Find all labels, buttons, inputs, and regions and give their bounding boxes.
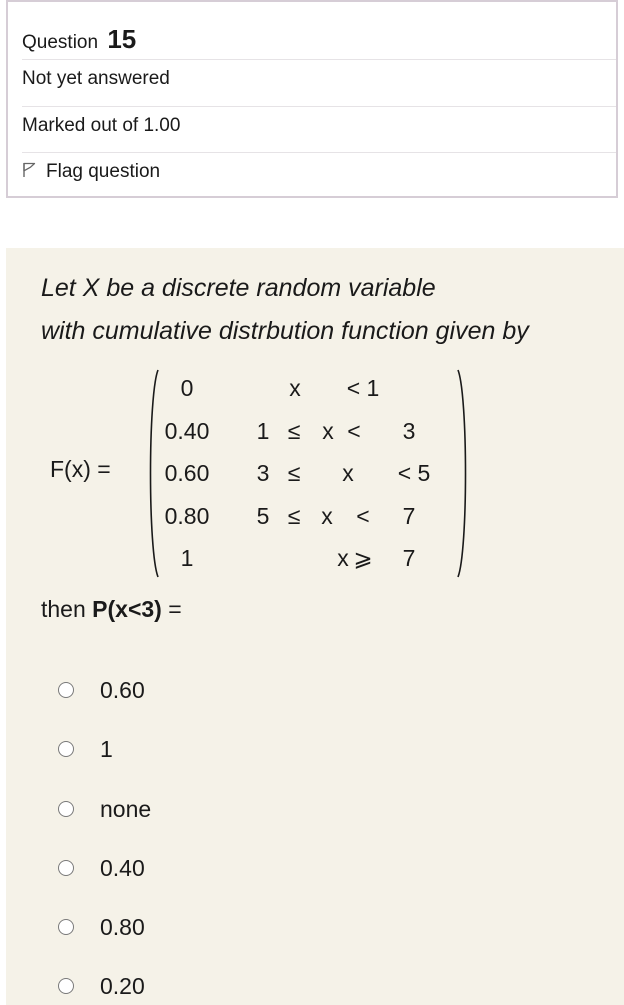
answer-option-label: 0.80: [100, 913, 145, 940]
cdf-operator: ⩾: [353, 545, 373, 571]
cdf-upper-bound: < 5: [397, 460, 431, 486]
radio-button[interactable]: [58, 682, 74, 698]
answer-option-label: none: [100, 795, 152, 822]
radio-button[interactable]: [58, 801, 74, 817]
cdf-value: 0.40: [164, 418, 210, 444]
cdf-value: 0.60: [164, 460, 210, 486]
cdf-variable: x: [289, 375, 301, 401]
answer-option-label: 0.40: [100, 854, 145, 881]
question-info-box: [6, 0, 618, 198]
cdf-variable: x: [322, 418, 334, 444]
cdf-value: 1: [180, 545, 194, 571]
cdf-upper-bound: 7: [402, 545, 416, 571]
cdf-lower-bound: 1: [256, 418, 270, 444]
divider: [22, 59, 616, 60]
radio-button[interactable]: [58, 978, 74, 994]
cdf-operator: <: [356, 503, 370, 529]
cdf-variable: x: [342, 460, 354, 486]
prompt-expression: P(x<3): [92, 596, 162, 622]
answer-option[interactable]: [54, 794, 151, 824]
cdf-value: 0.80: [164, 503, 210, 529]
prompt-prefix: then: [41, 596, 93, 622]
divider: [22, 152, 616, 153]
cdf-lower-bound: 3: [256, 460, 270, 486]
question-label: Question: [22, 32, 99, 53]
radio-button[interactable]: [58, 919, 74, 935]
cdf-operator: ≤: [287, 460, 301, 486]
answer-option[interactable]: [54, 912, 145, 942]
cdf-variable: x: [321, 503, 333, 529]
cdf-upper-bound: 7: [402, 503, 416, 529]
question-prompt: [41, 596, 182, 623]
flag-icon: [22, 162, 36, 178]
question-header: [22, 24, 136, 55]
answer-option-label: 0.60: [100, 676, 145, 703]
question-content: [6, 248, 624, 1005]
divider: [22, 106, 616, 107]
answer-option-label: 0.20: [100, 972, 145, 999]
cdf-value: 0: [180, 375, 194, 401]
cdf-lower-bound: 5: [256, 503, 270, 529]
radio-button[interactable]: [58, 860, 74, 876]
answer-option[interactable]: [54, 734, 113, 764]
cdf-upper-bound: 3: [402, 418, 416, 444]
cdf-operator: <: [347, 418, 361, 444]
flag-question-link[interactable]: [22, 161, 160, 183]
answer-option-label: 1: [100, 735, 113, 762]
answer-option[interactable]: [54, 853, 145, 883]
cdf-variable: x: [337, 545, 349, 571]
question-status: Not yet answered: [22, 68, 170, 89]
cdf-operator: ≤: [287, 418, 301, 444]
flag-question-label: Flag question: [46, 161, 161, 182]
fx-label: F(x) =: [50, 456, 111, 482]
cdf-operator: ≤: [287, 503, 301, 529]
radio-button[interactable]: [58, 741, 74, 757]
answer-option[interactable]: [54, 675, 145, 705]
question-number: 15: [107, 24, 137, 54]
answer-option[interactable]: [54, 971, 145, 1001]
question-marks: Marked out of 1.00: [22, 115, 181, 136]
problem-text-line-2: with cumulative distrbution function given by: [41, 317, 529, 345]
cdf-condition: < 1: [346, 375, 380, 401]
problem-text-line-1: Let X be a discrete random variable: [41, 274, 436, 302]
prompt-suffix: =: [161, 596, 182, 622]
